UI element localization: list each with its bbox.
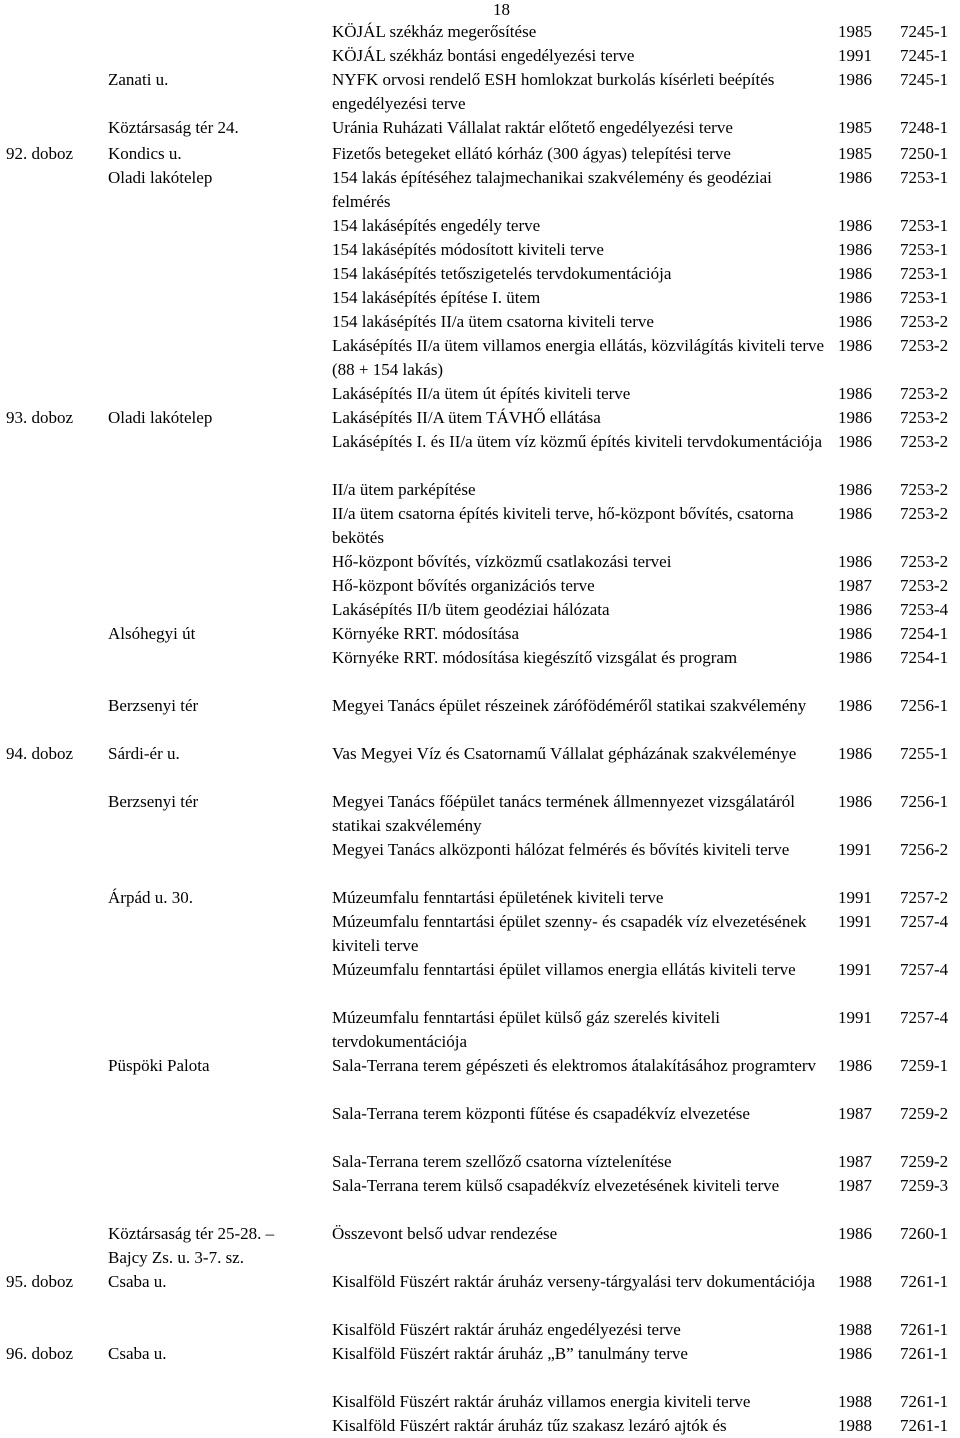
record-description: 154 lakásépítés építése I. ütem — [332, 288, 541, 307]
record-year: 1986 — [838, 480, 872, 499]
record-year: 1986 — [838, 384, 872, 403]
doboz-label: 92. doboz — [6, 144, 74, 163]
record-year: 1991 — [838, 840, 872, 859]
record-year: 1986 — [838, 312, 872, 331]
record-year: 1986 — [838, 168, 872, 187]
record-code: 7245-1 — [900, 70, 949, 89]
record-code: 7259-2 — [900, 1152, 949, 1171]
record-code: 7253-2 — [900, 552, 949, 571]
location-label: Berzsenyi tér — [108, 792, 199, 811]
record-description: Hő-központ bővítés, vízközmű csatlakozási tervei — [332, 552, 672, 571]
location-label: Püspöki Palota — [108, 1056, 210, 1075]
location-label: Oladi lakótelep — [108, 408, 213, 427]
record-year: 1988 — [838, 1392, 872, 1411]
record-year: 1986 — [838, 744, 872, 763]
record-year: 1986 — [838, 1056, 872, 1075]
record-description: KÖJÁL székház megerősítése — [332, 22, 537, 41]
record-description: Megyei Tanács épület részeinek zárófödéméről statikai szakvélemény — [332, 696, 807, 715]
record-year: 1986 — [838, 648, 872, 667]
record-code: 7260-1 — [900, 1224, 949, 1243]
record-year: 1986 — [838, 408, 872, 427]
record-year: 1991 — [838, 1008, 872, 1027]
record-code: 7245-1 — [900, 46, 949, 65]
record-year: 1988 — [838, 1416, 872, 1435]
record-code: 7259-1 — [900, 1056, 949, 1075]
record-description: Megyei Tanács főépület tanács termének állmennyezet vizsgálatáról statikai szakvélemény — [332, 792, 795, 835]
location-label: Sárdi-ér u. — [108, 744, 180, 763]
record-description: 154 lakásépítés engedély terve — [332, 216, 541, 235]
record-year: 1986 — [838, 600, 872, 619]
record-code: 7261-1 — [900, 1272, 949, 1291]
record-description: 154 lakásépítés tetőszigetelés tervdokumentációja — [332, 264, 672, 283]
record-description: 154 lakás építéséhez talajmechanikai szakvélemény és geodéziai felmérés — [332, 168, 772, 211]
record-code: 7253-1 — [900, 240, 949, 259]
record-code: 7256-2 — [900, 840, 949, 859]
record-description: Sala-Terrana terem külső csapadékvíz elvezetésének kiviteli terve — [332, 1176, 780, 1195]
record-description: II/a ütem csatorna építés kiviteli terve, hő-központ bővítés, csatorna bekötés — [332, 504, 794, 547]
location-label: Csaba u. — [108, 1272, 167, 1291]
record-code: 7253-4 — [900, 600, 949, 619]
record-description: Kisalföld Füszért raktár áruház „B” tanulmány terve — [332, 1344, 688, 1363]
record-code: 7261-1 — [900, 1320, 949, 1339]
doboz-label: 94. doboz — [6, 744, 74, 763]
doboz-label: 93. doboz — [6, 408, 74, 427]
record-year: 1991 — [838, 888, 872, 907]
record-year: 1986 — [838, 1224, 872, 1243]
record-code: 7253-2 — [900, 408, 949, 427]
record-description: II/a ütem parképítése — [332, 480, 476, 499]
record-description: Hő-központ bővítés organizációs terve — [332, 576, 595, 595]
record-description: Vas Megyei Víz és Csatornamű Vállalat gépházának szakvéleménye — [332, 744, 797, 763]
record-code: 7259-3 — [900, 1176, 949, 1195]
doboz-label: 96. doboz — [6, 1344, 74, 1363]
record-year: 1986 — [838, 624, 872, 643]
record-year: 1985 — [838, 22, 872, 41]
record-year: 1991 — [838, 46, 872, 65]
record-description: Környéke RRT. módosítása kiegészítő vizsgálat és program — [332, 648, 738, 667]
record-description: Lakásépítés II/A ütem TÁVHŐ ellátása — [332, 408, 601, 427]
record-year: 1987 — [838, 1104, 872, 1123]
record-year: 1986 — [838, 696, 872, 715]
record-code: 7253-1 — [900, 216, 949, 235]
record-year: 1986 — [838, 336, 872, 355]
record-description: Környéke RRT. módosítása — [332, 624, 520, 643]
record-description: Lakásépítés II/b ütem geodéziai hálózata — [332, 600, 610, 619]
record-code: 7257-2 — [900, 888, 949, 907]
record-year: 1986 — [838, 288, 872, 307]
record-year: 1987 — [838, 1152, 872, 1171]
record-year: 1987 — [838, 576, 872, 595]
record-description: Múzeumfalu fenntartási épület szenny- és csapadék víz elvezetésének kiviteli terve — [332, 912, 807, 955]
location-label: Alsóhegyi út — [108, 624, 196, 643]
record-year: 1987 — [838, 1176, 872, 1195]
record-code: 7257-4 — [900, 960, 949, 979]
record-description: Lakásépítés II/a ütem út építés kiviteli terve — [332, 384, 631, 403]
record-description: NYFK orvosi rendelő ESH homlokzat burkolás kísérleti beépítés engedélyezési terve — [332, 70, 775, 113]
record-code: 7253-2 — [900, 480, 949, 499]
record-year: 1986 — [838, 70, 872, 89]
record-description: 154 lakásépítés módosított kiviteli terve — [332, 240, 604, 259]
record-description: Sala-Terrana terem központi fűtése és csapadékvíz elvezetése — [332, 1104, 750, 1123]
location-label: Köztársaság tér 24. — [108, 118, 239, 137]
record-code: 7261-1 — [900, 1344, 949, 1363]
record-description: Múzeumfalu fenntartási épületének kiviteli terve — [332, 888, 664, 907]
record-description: Összevont belső udvar rendezése — [332, 1224, 558, 1243]
doboz-label: 95. doboz — [6, 1272, 74, 1291]
record-code: 7255-1 — [900, 744, 949, 763]
record-code: 7254-1 — [900, 624, 949, 643]
record-code: 7261-1 — [900, 1392, 949, 1411]
record-description: Múzeumfalu fenntartási épület külső gáz szerelés kiviteli tervdokumentációja — [332, 1008, 721, 1051]
record-code: 7250-1 — [900, 144, 949, 163]
record-code: 7253-2 — [900, 432, 949, 451]
record-year: 1986 — [838, 264, 872, 283]
record-year: 1988 — [838, 1272, 872, 1291]
record-description: Sala-Terrana terem szellőző csatorna víztelenítése — [332, 1152, 672, 1171]
record-code: 7257-4 — [900, 1008, 949, 1027]
location-label: Árpád u. 30. — [108, 888, 193, 907]
record-description: Uránia Ruházati Vállalat raktár előtető engedélyezési terve — [332, 118, 733, 137]
record-year: 1986 — [838, 240, 872, 259]
record-description: Kisalföld Füszért raktár áruház tűz szakasz lezáró ajtók és — [332, 1416, 727, 1435]
record-year: 1991 — [838, 960, 872, 979]
location-label: Kondics u. — [108, 144, 182, 163]
record-description: 154 lakásépítés II/a ütem csatorna kiviteli terve — [332, 312, 654, 331]
record-year: 1985 — [838, 118, 872, 137]
record-description: Kisalföld Füszért raktár áruház villamos energia kiviteli terve — [332, 1392, 751, 1411]
record-code: 7253-1 — [900, 168, 949, 187]
record-year: 1986 — [838, 216, 872, 235]
record-description: KÖJÁL székház bontási engedélyezési terve — [332, 46, 635, 65]
record-year: 1986 — [838, 504, 872, 523]
record-year: 1991 — [838, 912, 872, 931]
record-description: Sala-Terrana terem gépészeti és elektromos átalakításához programterv — [332, 1056, 817, 1075]
record-year: 1988 — [838, 1320, 872, 1339]
location-label: Köztársaság tér 25-28. – Bajcy Zs. u. 3-7. sz. — [108, 1224, 275, 1267]
record-code: 7253-2 — [900, 504, 949, 523]
record-year: 1985 — [838, 144, 872, 163]
record-description: Lakásépítés I. és II/a ütem víz közmű építés kiviteli tervdokumentációja — [332, 432, 823, 451]
record-code: 7259-2 — [900, 1104, 949, 1123]
record-description: Kisalföld Füszért raktár áruház engedélyezési terve — [332, 1320, 681, 1339]
location-label: Zanati u. — [108, 70, 169, 89]
record-code: 7254-1 — [900, 648, 949, 667]
record-year: 1986 — [838, 552, 872, 571]
page-number: 18 — [493, 0, 510, 19]
location-label: Oladi lakótelep — [108, 168, 213, 187]
record-code: 7253-1 — [900, 264, 949, 283]
record-code: 7261-1 — [900, 1416, 949, 1435]
record-description: Fizetős betegeket ellátó kórház (300 ágyas) telepítési terve — [332, 144, 731, 163]
record-code: 7257-4 — [900, 912, 949, 931]
record-code: 7256-1 — [900, 792, 949, 811]
location-label: Berzsenyi tér — [108, 696, 199, 715]
record-year: 1986 — [838, 1344, 872, 1363]
record-year: 1986 — [838, 432, 872, 451]
record-code: 7253-2 — [900, 384, 949, 403]
record-description: Lakásépítés II/a ütem villamos energia ellátás, közvilágítás kiviteli terve (88 + 154 lakás) — [332, 336, 825, 379]
record-code: 7253-2 — [900, 312, 949, 331]
record-description: Múzeumfalu fenntartási épület villamos energia ellátás kiviteli terve — [332, 960, 796, 979]
record-code: 7253-2 — [900, 336, 949, 355]
record-code: 7253-1 — [900, 288, 949, 307]
location-label: Csaba u. — [108, 1344, 167, 1363]
record-year: 1986 — [838, 792, 872, 811]
record-description: Kisalföld Füszért raktár áruház verseny-tárgyalási terv dokumentációja — [332, 1272, 816, 1291]
record-code: 7253-2 — [900, 576, 949, 595]
record-code: 7245-1 — [900, 22, 949, 41]
record-code: 7248-1 — [900, 118, 949, 137]
record-code: 7256-1 — [900, 696, 949, 715]
record-description: Megyei Tanács alközponti hálózat felmérés és bővítés kiviteli terve — [332, 840, 790, 859]
